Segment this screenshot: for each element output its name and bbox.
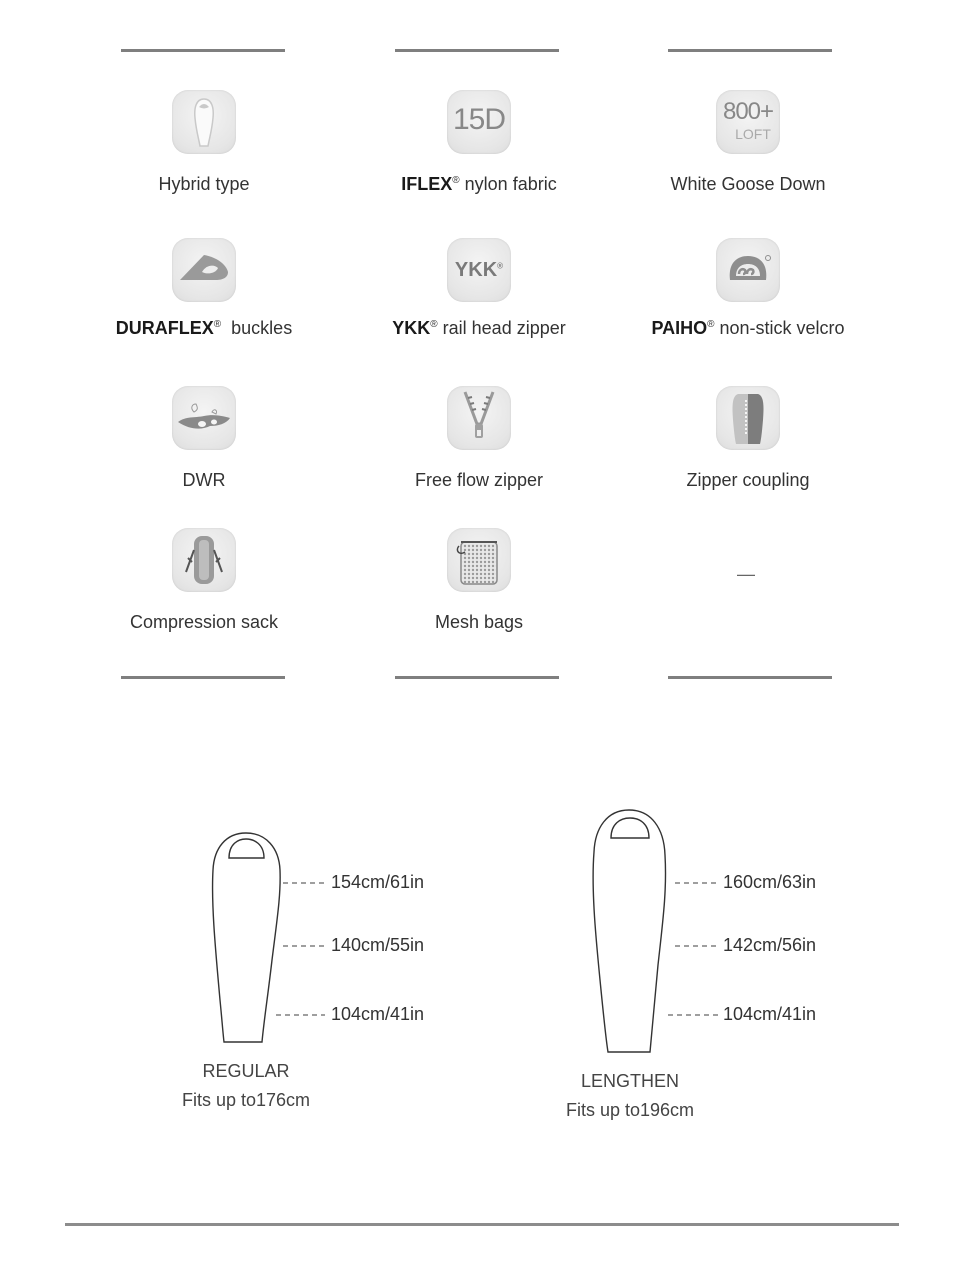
lengthen-measure-middle: 142cm/56in	[723, 935, 817, 955]
feature-label: IFLEX® nylon fabric	[401, 174, 557, 194]
empty-cell-dash: —	[737, 564, 755, 584]
lengthen-measure-top: 160cm/63in	[723, 872, 817, 892]
regular-fits: Fits up to176cm	[181, 1090, 311, 1110]
regular-measure-bottom: 104cm/41in	[331, 1004, 425, 1024]
feature-paiho-velcro	[628, 238, 868, 339]
top-divider-3	[668, 49, 832, 52]
regular-caption	[136, 1057, 356, 1115]
feature-ykk-zipper	[359, 238, 599, 339]
feature-duraflex-buckles	[84, 238, 324, 339]
loft-label-text: LOFT	[735, 126, 771, 142]
zipper-coupling-icon	[716, 386, 780, 450]
mid-divider-1	[121, 676, 285, 679]
800-loft-icon	[716, 90, 780, 154]
mesh-bag-icon	[447, 528, 511, 592]
lengthen-measure-bottom: 104cm/41in	[723, 1004, 817, 1024]
feature-label: YKK® rail head zipper	[392, 318, 566, 338]
feature-label: White Goose Down	[670, 174, 826, 194]
feature-label: DWR	[182, 470, 226, 490]
feature-hybrid-type	[84, 90, 324, 195]
paiho-icon	[716, 238, 780, 302]
duraflex-icon	[172, 238, 236, 302]
feature-iflex-fabric	[359, 90, 599, 195]
bottom-divider	[65, 1223, 899, 1226]
feature-free-flow-zipper	[359, 386, 599, 491]
lengthen-size-name: LENGTHEN	[580, 1071, 679, 1091]
ykk-icon	[447, 238, 511, 302]
feature-label: Mesh bags	[434, 612, 524, 632]
lengthen-bag-outline	[593, 810, 665, 1052]
lengthen-caption	[520, 1067, 740, 1125]
feature-label: Hybrid type	[158, 174, 250, 194]
loft-number-text: 800+	[722, 98, 774, 125]
top-divider-2	[395, 49, 559, 52]
regular-measure-leaders	[276, 883, 328, 1015]
compression-sack-icon	[172, 528, 236, 592]
feature-compression-sack	[84, 528, 324, 633]
feature-zipper-coupling	[628, 386, 868, 491]
lengthen-measure-leaders	[668, 883, 720, 1015]
ykk-logo-text: YKK®	[454, 259, 504, 281]
regular-bag-outline	[213, 833, 281, 1042]
15d-icon	[447, 90, 511, 154]
feature-dwr	[84, 386, 324, 491]
feature-label: DURAFLEX® buckles	[115, 318, 293, 338]
feature-label: Zipper coupling	[686, 470, 810, 490]
regular-size-name: REGULAR	[202, 1061, 290, 1081]
feature-label: Free flow zipper	[414, 470, 544, 490]
feature-mesh-bags	[359, 528, 599, 633]
15d-icon-text: 15D	[452, 103, 506, 136]
top-divider-1	[121, 49, 285, 52]
regular-measure-top: 154cm/61in	[331, 872, 425, 892]
dwr-icon	[172, 386, 236, 450]
lengthen-fits: Fits up to196cm	[565, 1100, 695, 1120]
feature-label: PAIHO® non-stick velcro	[651, 318, 845, 338]
hybrid-bag-icon	[172, 90, 236, 154]
feature-white-goose-down	[628, 90, 868, 195]
feature-label: Compression sack	[129, 612, 279, 632]
regular-measure-middle: 140cm/55in	[331, 935, 425, 955]
mid-divider-3	[668, 676, 832, 679]
mid-divider-2	[395, 676, 559, 679]
zipper-icon	[447, 386, 511, 450]
